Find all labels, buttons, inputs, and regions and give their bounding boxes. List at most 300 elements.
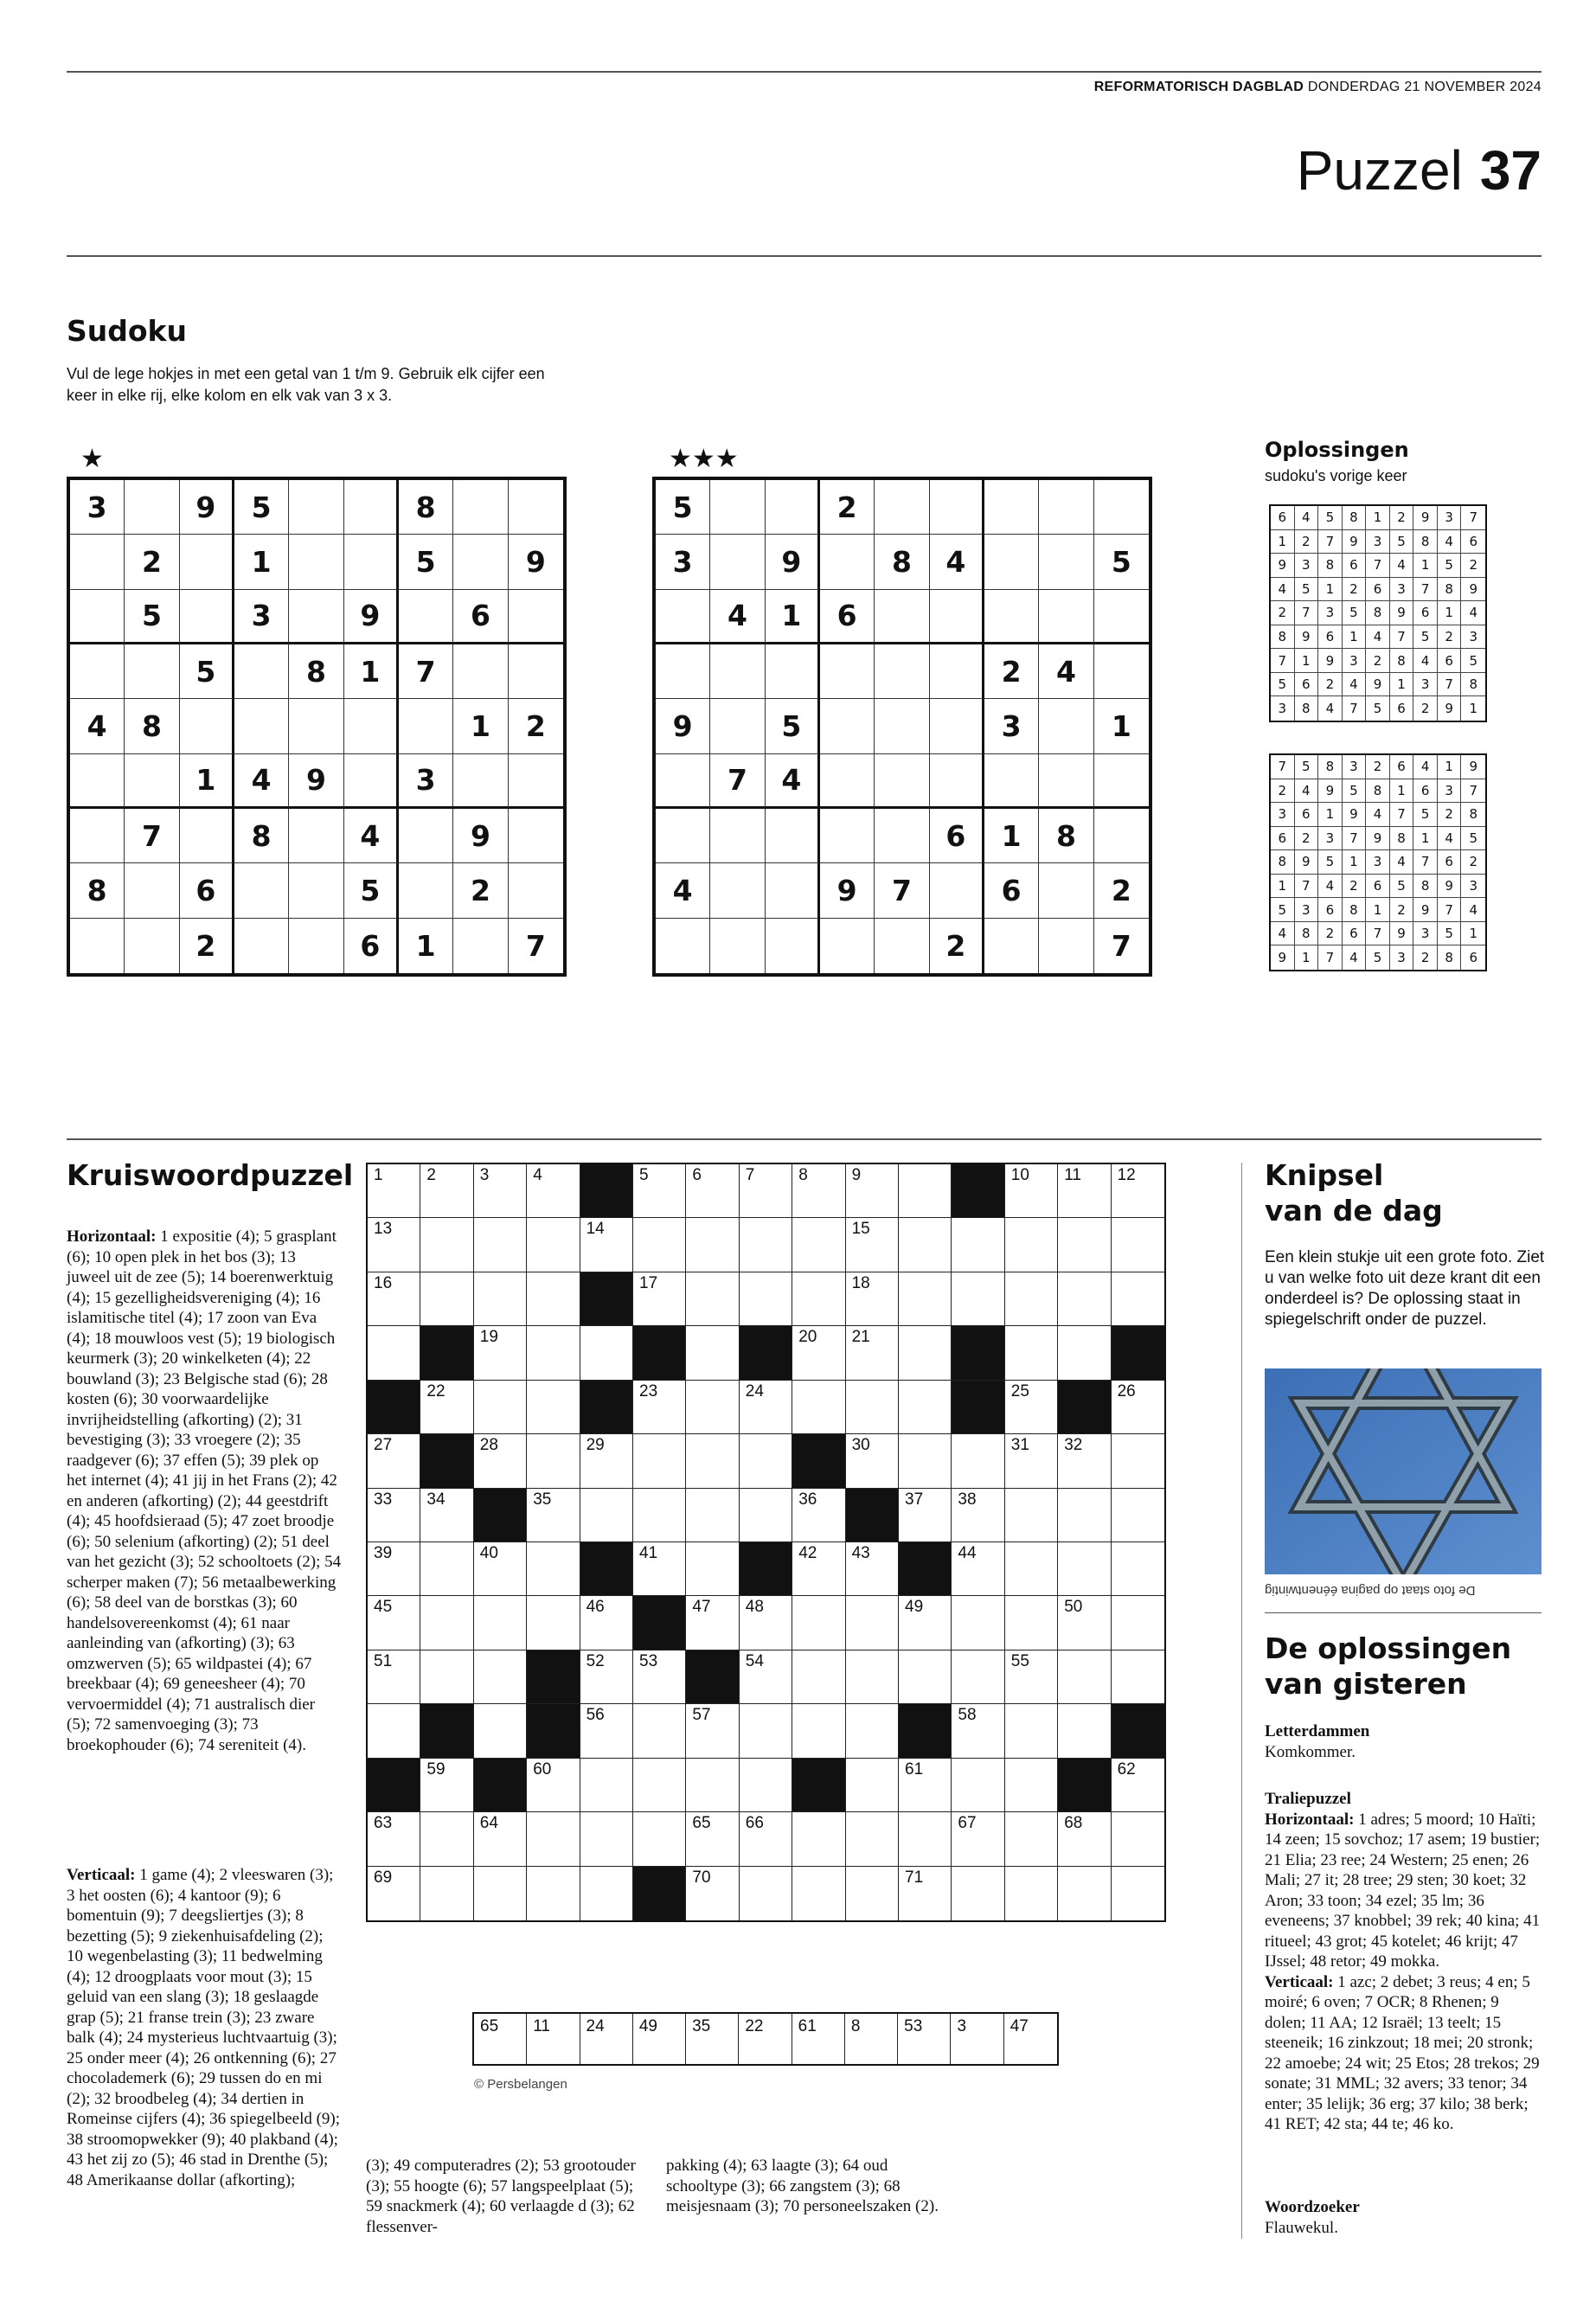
solution-cell: 9 [1390, 922, 1414, 946]
solution-cell: 2 [1461, 850, 1485, 875]
sudoku-cell [70, 754, 125, 809]
crossword-cell: 42 [792, 1542, 845, 1596]
crossword-cell [1005, 1489, 1058, 1542]
crossword-black-cell [792, 1759, 845, 1812]
solution-cell: 5 [1390, 875, 1414, 899]
solution-cell: 6 [1343, 554, 1367, 578]
puzzle-credit: © Persbelangen [474, 2077, 567, 2092]
solution-cell: 7 [1438, 673, 1462, 697]
crossword-cell [899, 1326, 952, 1380]
crossword-cell: 58 [952, 1704, 1004, 1758]
sudoku-cell [70, 809, 125, 863]
solution-cell: 6 [1366, 578, 1390, 602]
crossword-cell: 50 [1058, 1596, 1111, 1650]
key-cell: 61 [792, 2014, 845, 2064]
crossword-cell [633, 1704, 686, 1758]
key-cell: 22 [739, 2014, 792, 2064]
crossword-cell [527, 1867, 580, 1920]
solution-cell: 4 [1271, 922, 1295, 946]
sudoku-cell [820, 809, 875, 863]
key-cell: 49 [633, 2014, 686, 2064]
solution-cell: 1 [1469, 701, 1477, 717]
sudoku-cell [820, 535, 875, 589]
solution-cell: 6 [1413, 601, 1438, 625]
crossword-cell: 27 [368, 1434, 420, 1488]
sudoku-cell: 9 [509, 535, 563, 589]
crossword-cell [1005, 1812, 1058, 1866]
crossword-cell: 25 [1005, 1381, 1058, 1434]
sudoku-cell [820, 699, 875, 753]
crossword-cell: 66 [740, 1812, 792, 1866]
key-cell: 11 [527, 2014, 580, 2064]
solution-cell: 3 [1390, 578, 1414, 602]
solution-cell: 3 [1271, 803, 1295, 827]
woordzoeker-solution [1265, 2197, 1542, 2238]
crossword-black-cell [420, 1434, 473, 1488]
solution-cell: 7 [1295, 875, 1319, 899]
knipsel-title-line-1: Knipsel [1265, 1158, 1384, 1192]
sudoku-cell: 9 [180, 480, 234, 535]
crossword-cell [952, 1218, 1004, 1272]
sudoku-cell [289, 699, 343, 753]
sudoku-cell: 5 [180, 644, 234, 699]
solution-cell: 9 [1461, 578, 1485, 602]
crossword-black-cell [368, 1759, 420, 1812]
solution-cell: 5 [1343, 779, 1367, 804]
crossword-cell: 11 [1058, 1164, 1111, 1218]
solution-cell: 4 [1438, 827, 1462, 851]
crossword-cell [952, 1272, 1004, 1326]
crossword-cell [1005, 1272, 1058, 1326]
sudoku-cell [1094, 809, 1149, 863]
crossword-cell [846, 1596, 899, 1650]
solution-cell: 6 [1438, 850, 1462, 875]
solution-cell: 6 [1413, 779, 1438, 804]
sudoku-cell: 5 [656, 480, 710, 535]
solution-cell: 5 [1318, 850, 1343, 875]
solution-cell: 5 [1271, 673, 1295, 697]
sudoku-cell [1039, 480, 1093, 535]
crossword-cell [952, 1650, 1004, 1704]
solution-cell: 8 [1390, 649, 1414, 673]
crossword-cell [846, 1759, 899, 1812]
vertical-clues-cont-2: pakking (4); 63 laagte (3); 64 oud schooltype (3); 66 zangstem (3); 68 meisjesnaam (3); 70 personeelszaken (2). [666, 2157, 939, 2215]
sudoku-cell: 4 [930, 535, 984, 589]
crossword-cell: 18 [846, 1272, 899, 1326]
yesterday-solutions-title [1265, 1631, 1511, 1702]
crossword-cell [686, 1272, 739, 1326]
sudoku-solution-grid-1 [1269, 504, 1487, 722]
solution-cell: 2 [1366, 649, 1390, 673]
solution-cell: 1 [1390, 779, 1414, 804]
crossword-cell [792, 1381, 845, 1434]
knipsel-photo [1265, 1368, 1542, 1574]
solution-cell: 3 [1461, 625, 1485, 650]
crossword-cell [1058, 1704, 1111, 1758]
solution-cell: 5 [1413, 803, 1438, 827]
solution-cell: 9 [1438, 875, 1462, 899]
sudoku-cell: 5 [399, 535, 453, 589]
solution-cell: 7 [1366, 922, 1390, 946]
solution-cell: 4 [1413, 755, 1438, 779]
sudoku-cell: 1 [984, 809, 1039, 863]
crossword-cell: 71 [899, 1867, 952, 1920]
sudoku-cell [453, 535, 508, 589]
sudoku-cell [1094, 754, 1149, 809]
sudoku-cell [984, 480, 1039, 535]
sudoku-cell: 5 [766, 699, 820, 753]
solution-cell: 4 [1318, 875, 1343, 899]
sudoku-cell: 6 [453, 590, 508, 644]
sudoku-cell [656, 590, 710, 644]
crossword-cell: 56 [580, 1704, 633, 1758]
crossword-cell [1112, 1596, 1164, 1650]
solution-cell: 3 [1461, 875, 1485, 899]
crossword-cell: 63 [368, 1812, 420, 1866]
crossword-cell: 12 [1112, 1164, 1164, 1218]
crossword-cell [474, 1596, 527, 1650]
sudoku-cell: 4 [70, 699, 125, 753]
solution-cell: 8 [1343, 898, 1367, 922]
solution-cell: 3 [1438, 506, 1462, 530]
crossword-cell: 21 [846, 1326, 899, 1380]
crossword-cell [1005, 1542, 1058, 1596]
knipsel-text: Een klein stukje uit een grote foto. Ziet u van welke foto uit deze krant dit een onderdeel is? De oplossing staat in spiegelschrift onder de puzzel. [1265, 1248, 1545, 1329]
sudoku-cell: 1 [766, 590, 820, 644]
solution-cell: 8 [1390, 827, 1414, 851]
right-column-rule [1265, 1612, 1542, 1613]
crossword-cell: 43 [846, 1542, 899, 1596]
key-cell: 8 [845, 2014, 898, 2064]
solution-cell: 7 [1461, 779, 1485, 804]
crossword-cell [792, 1867, 845, 1920]
sudoku-solution-grid-2 [1269, 753, 1487, 971]
crossword-cell: 52 [580, 1650, 633, 1704]
crossword-black-cell [580, 1381, 633, 1434]
crossword-black-cell [580, 1542, 633, 1596]
crossword-black-cell [792, 1434, 845, 1488]
crossword-black-cell [952, 1381, 1004, 1434]
crossword-cell: 46 [580, 1596, 633, 1650]
crossword-cell [527, 1326, 580, 1380]
sudoku-cell: 9 [453, 809, 508, 863]
sudoku-cell [930, 590, 984, 644]
crossword-cell [474, 1381, 527, 1434]
sudoku-cell [453, 480, 508, 535]
sudoku-cell: 9 [656, 699, 710, 753]
sudoku-cell: 4 [710, 590, 765, 644]
crossword-cell: 17 [633, 1272, 686, 1326]
sudoku-cell [125, 644, 179, 699]
crossword-cell [1112, 1650, 1164, 1704]
solution-cell: 2 [1390, 506, 1414, 530]
crossword-black-cell [633, 1326, 686, 1380]
sudoku-intro: Vul de lege hokjes in met een getal van 1 t/m 9. Gebruik elk cijfer een keer in elke rij, elke kolom en elk vak van 3 x 3. [67, 365, 545, 404]
crossword-black-cell [633, 1867, 686, 1920]
solution-cell: 5 [1343, 601, 1367, 625]
solution-cell: 9 [1343, 803, 1367, 827]
sudoku-grid-hard [652, 477, 1152, 977]
sudoku-cell [930, 699, 984, 753]
sudoku-cell [656, 754, 710, 809]
crossword-cell: 68 [1058, 1812, 1111, 1866]
crossword-cell [580, 1489, 633, 1542]
solution-cell: 8 [1461, 803, 1485, 827]
crossword-cell: 32 [1058, 1434, 1111, 1488]
crossword-cell: 30 [846, 1434, 899, 1488]
page-number: 37 [1479, 139, 1542, 202]
solution-cell: 9 [1413, 506, 1438, 530]
crossword-cell: 44 [952, 1542, 1004, 1596]
sudoku-cell: 8 [875, 535, 929, 589]
sudoku-cell: 4 [766, 754, 820, 809]
crossword-cell: 34 [420, 1489, 473, 1542]
crossword-cell [1112, 1867, 1164, 1920]
issue-date: DONDERDAG 21 NOVEMBER 2024 [1307, 80, 1542, 94]
sudoku-cell [984, 919, 1039, 973]
sudoku-cell [710, 644, 765, 699]
crossword-title: Kruiswoordpuzzel [67, 1158, 354, 1192]
solution-cell: 5 [1295, 755, 1319, 779]
crossword-cell [1058, 1272, 1111, 1326]
crossword-cell [740, 1867, 792, 1920]
crossword-cell [633, 1434, 686, 1488]
solution-cell: 3 [1295, 554, 1319, 578]
crossword-black-cell [527, 1704, 580, 1758]
crossword-cell: 38 [952, 1489, 1004, 1542]
crossword-cell: 22 [420, 1381, 473, 1434]
sudoku-cell: 1 [453, 699, 508, 753]
crossword-cell [420, 1596, 473, 1650]
sudoku-cell [984, 754, 1039, 809]
crossword-cell [1058, 1489, 1111, 1542]
crossword-black-cell [1112, 1326, 1164, 1380]
sudoku-cell [289, 919, 343, 973]
crossword-cell [580, 1759, 633, 1812]
crossword-black-cell [899, 1542, 952, 1596]
sudoku-cell [289, 809, 343, 863]
crossword-black-cell [633, 1596, 686, 1650]
crossword-cell: 13 [368, 1218, 420, 1272]
sudoku-cell [820, 754, 875, 809]
solution-cell: 3 [1366, 850, 1390, 875]
sudoku-cell: 2 [453, 863, 508, 918]
crossword-cell [846, 1650, 899, 1704]
crossword-cell: 67 [952, 1812, 1004, 1866]
solution-cell: 5 [1295, 578, 1319, 602]
solution-cell: 3 [1413, 673, 1438, 697]
solution-cell: 4 [1461, 601, 1485, 625]
solution-cell: 9 [1271, 554, 1295, 578]
key-cell: 53 [898, 2014, 951, 2064]
solution-cell: 8 [1366, 779, 1390, 804]
crossword-black-cell [740, 1542, 792, 1596]
key-cell: 35 [686, 2014, 739, 2064]
crossword-cell [686, 1542, 739, 1596]
solution-cell: 8 [1295, 696, 1319, 721]
crossword-cell [792, 1596, 845, 1650]
sudoku-title: Sudoku [67, 314, 187, 348]
solution-cell: 1 [1461, 922, 1485, 946]
solution-cell: 7 [1343, 696, 1367, 721]
key-cell: 65 [474, 2014, 527, 2064]
sudoku-cell [289, 480, 343, 535]
crossword-cell: 59 [420, 1759, 473, 1812]
crossword-cell: 57 [686, 1704, 739, 1758]
solution-cell: 3 [1271, 696, 1295, 721]
crossword-cell [1058, 1218, 1111, 1272]
crossword-cell [952, 1759, 1004, 1812]
crossword-cell [899, 1381, 952, 1434]
crossword-cell: 24 [740, 1381, 792, 1434]
sudoku-cell [710, 535, 765, 589]
crossword-grid [366, 1163, 1166, 1922]
sudoku-cell [984, 590, 1039, 644]
sudoku-cell: 9 [344, 590, 399, 644]
crossword-cell: 69 [368, 1867, 420, 1920]
sudoku-cell [1039, 919, 1093, 973]
sudoku-cell [820, 919, 875, 973]
sudoku-cell [1039, 590, 1093, 644]
crossword-cell [952, 1434, 1004, 1488]
key-cell: 47 [1010, 2017, 1029, 2035]
sudoku-grid-easy [67, 477, 567, 977]
tralie-horizontal-text: 1 adres; 5 moord; 10 Haïti; 14 zeen; 15 sovchoz; 17 asem; 19 bustier; 21 Elia; 23 ree; 24 Western; 25 enen; 26 Mali; 27 it; 28 tree; 29 sten; 30 koet; 32 Aron; 33 toon; 34 ezel; 35 lm; 36 eveneens; 37 knobbel; 39 rek; 40 kina; 41 ritueel; 43 grot; 45 kotelet; 46 krijt; 47 IJssel; 48 retor; 49 mokka. [1265, 1810, 1541, 1971]
horizontal-label: Horizontaal: [67, 1227, 157, 1246]
solution-cell: 9 [1343, 530, 1367, 554]
crossword-cell: 39 [368, 1542, 420, 1596]
crossword-cell: 20 [792, 1326, 845, 1380]
sudoku-cell: 3 [984, 699, 1039, 753]
crossword-cell [899, 1164, 952, 1218]
crossword-cell [474, 1272, 527, 1326]
solution-cell: 9 [1318, 649, 1343, 673]
solution-cell: 7 [1318, 945, 1343, 970]
sudoku-cell: 2 [820, 480, 875, 535]
crossword-cell [474, 1650, 527, 1704]
crossword-cell [740, 1489, 792, 1542]
solution-cell: 9 [1366, 673, 1390, 697]
sudoku-cell [710, 863, 765, 918]
sudoku-cell: 4 [656, 863, 710, 918]
solution-cell: 2 [1413, 945, 1438, 970]
sudoku-cell [710, 919, 765, 973]
sudoku-cell [766, 863, 820, 918]
crossword-cell [1058, 1326, 1111, 1380]
solution-cell: 9 [1318, 779, 1343, 804]
column-divider [1241, 1163, 1242, 2239]
crossword-cell: 33 [368, 1489, 420, 1542]
sudoku-cell: 1 [344, 644, 399, 699]
sudoku-cell: 1 [399, 919, 453, 973]
sudoku-cell [875, 809, 929, 863]
crossword-cell [1058, 1867, 1111, 1920]
sudoku-cell [399, 809, 453, 863]
crossword-cell: 2 [420, 1164, 473, 1218]
crossword-cell: 7 [740, 1164, 792, 1218]
crossword-cell: 4 [527, 1164, 580, 1218]
solution-cell: 7 [1295, 601, 1319, 625]
crossword-cell [792, 1812, 845, 1866]
crossword-cell [686, 1218, 739, 1272]
crossword-cell: 41 [633, 1542, 686, 1596]
crossword-cell [1112, 1272, 1164, 1326]
sudoku-cell [1039, 863, 1093, 918]
crossword-black-cell [1058, 1381, 1111, 1434]
solution-cell: 1 [1271, 875, 1295, 899]
solution-cell: 2 [1343, 578, 1367, 602]
crossword-cell [368, 1704, 420, 1758]
solution-cell: 1 [1343, 850, 1367, 875]
solution-cell: 3 [1438, 779, 1462, 804]
sudoku-cell: 5 [125, 590, 179, 644]
solution-cell: 1 [1343, 625, 1367, 650]
sudoku-cell [125, 754, 179, 809]
solution-cell: 6 [1343, 922, 1367, 946]
sudoku-cell [180, 590, 234, 644]
solution-cell: 6 [1271, 827, 1295, 851]
solution-cell: 2 [1343, 875, 1367, 899]
sudoku-cell: 2 [984, 644, 1039, 699]
sudoku-cell [70, 644, 125, 699]
crossword-cell [527, 1272, 580, 1326]
crossword-cell [899, 1434, 952, 1488]
crossword-cell: 8 [792, 1164, 845, 1218]
solution-cell: 1 [1413, 554, 1438, 578]
tralie-vertical-label: Verticaal: [1265, 1972, 1334, 1991]
sudoku-cell [1094, 480, 1149, 535]
crossword-cell [527, 1596, 580, 1650]
crossword-cell: 31 [1005, 1434, 1058, 1488]
solution-cell: 6 [1271, 506, 1295, 530]
solution-cell: 1 [1366, 898, 1390, 922]
crossword-black-cell [1058, 1759, 1111, 1812]
crossword-cell [1112, 1218, 1164, 1272]
solution-cell: 1 [1295, 649, 1319, 673]
solution-cell: 7 [1318, 530, 1343, 554]
sudoku-cell [509, 644, 563, 699]
sudoku-cell: 7 [399, 644, 453, 699]
solution-cell: 6 [1318, 625, 1343, 650]
solution-cell: 9 [1295, 850, 1319, 875]
woordzoeker-label: Woordzoeker [1265, 2198, 1360, 2216]
crossword-cell [1112, 1489, 1164, 1542]
solution-cell: 6 [1390, 755, 1414, 779]
sudoku-cell: 3 [234, 590, 289, 644]
solution-cell: 4 [1390, 850, 1414, 875]
crossword-cell: 62 [1112, 1759, 1164, 1812]
crossword-cell [952, 1596, 1004, 1650]
letterdammen-solution [1265, 1721, 1542, 1762]
solution-cell: 9 [1271, 945, 1295, 970]
crossword-black-cell [952, 1164, 1004, 1218]
solution-cell: 2 [1438, 803, 1462, 827]
crossword-black-cell [474, 1489, 527, 1542]
crossword-cell [1005, 1326, 1058, 1380]
sudoku-cell: 7 [1111, 928, 1131, 963]
sudoku-cell [1039, 754, 1093, 809]
solution-cell: 1 [1438, 755, 1462, 779]
sudoku-cell: 9 [820, 863, 875, 918]
key-cell: 24 [580, 2014, 633, 2064]
crossword-cell [686, 1434, 739, 1488]
solution-cell: 2 [1271, 601, 1295, 625]
vertical-label: Verticaal: [67, 1866, 136, 1884]
crossword-black-cell [1112, 1704, 1164, 1758]
solution-cell: 4 [1366, 625, 1390, 650]
sudoku-cell: 7 [525, 928, 546, 963]
solution-cell: 5 [1438, 554, 1462, 578]
